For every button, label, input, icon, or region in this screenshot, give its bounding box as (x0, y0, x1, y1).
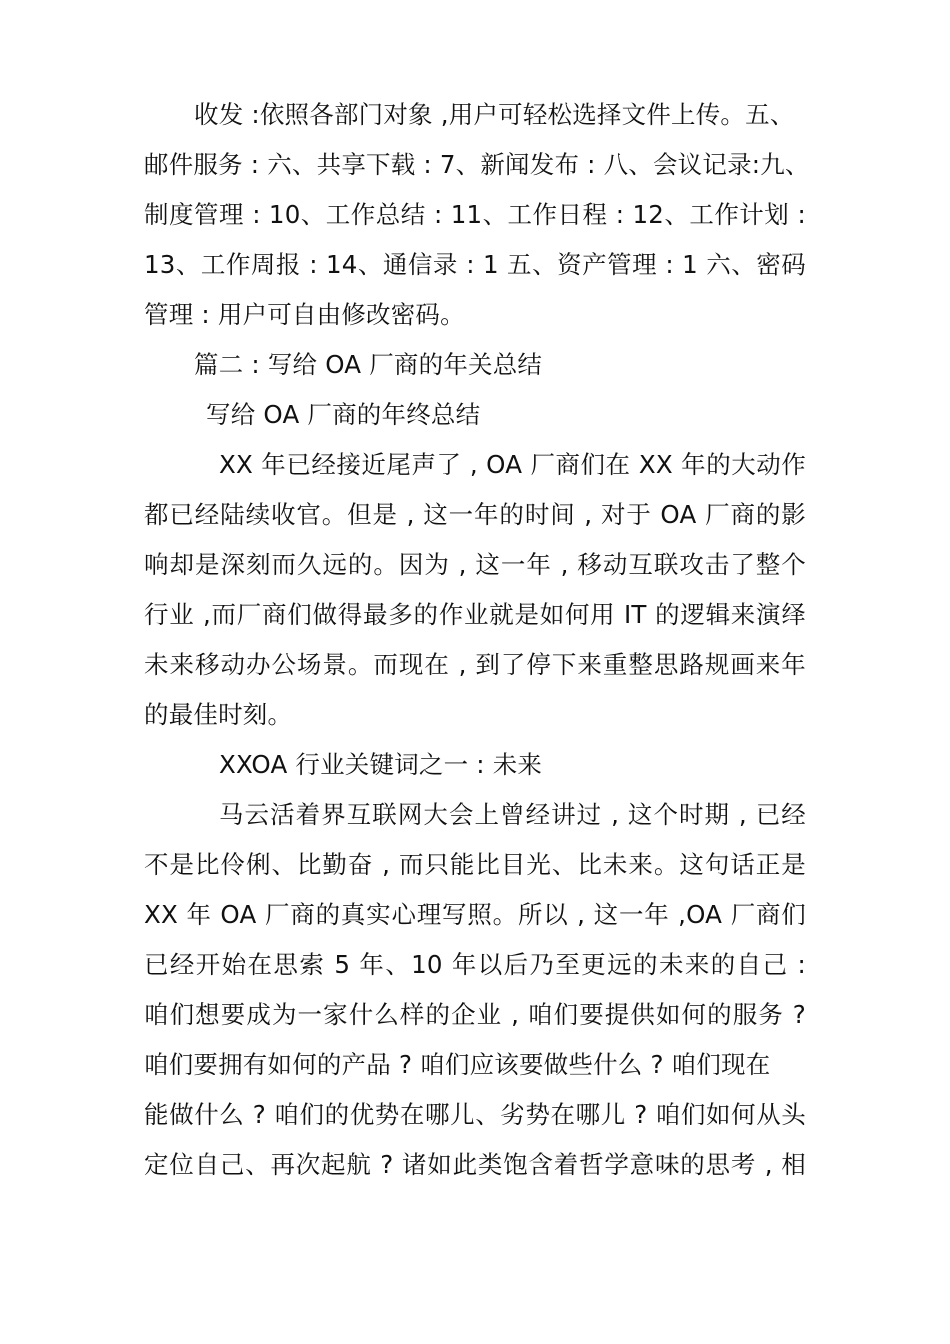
text-line: 都已经陆续收官。但是 , 这一年的时间 , 对于 OA 厂商的影 (144, 500, 806, 529)
text-line: 邮件服务 : 六、共享下载 : 7、新闻发布 : 八、会议记录:九、 (144, 150, 810, 179)
text-line: 的最佳时刻。 (144, 700, 293, 729)
section-heading: 篇二 : 写给 OA 厂商的年关总结 (194, 350, 543, 379)
text-line: 咱们要拥有如何的产品 ? 咱们应该要做些什么 ? 咱们现在 (144, 1050, 771, 1079)
text-line: 马云活着界互联网大会上曾经讲过 , 这个时期 , 已经 (219, 800, 806, 829)
text-line: 管理 : 用户可自由修改密码。 (144, 300, 465, 329)
text-line: 未来移动办公场景。而现在 , 到了停下来重整思路规画来年 (144, 650, 806, 679)
article-title: 写给 OA 厂商的年终总结 (206, 400, 481, 429)
keyword-heading: XXOA 行业关键词之一 : 未来 (219, 750, 543, 779)
text-line: 收发 :依照各部门对象 ,用户可轻松选择文件上传。五、 (194, 100, 795, 129)
text-line: 能做什么 ? 咱们的优势在哪儿、劣势在哪儿 ? 咱们如何从头 (144, 1100, 806, 1129)
text-line: XX 年 OA 厂商的真实心理写照。所以 , 这一年 ,OA 厂商们 (144, 900, 806, 929)
text-line: 不是比伶俐、比勤奋 , 而只能比目光、比未来。这句话正是 (144, 850, 806, 879)
text-line: 咱们想要成为一家什么样的企业 , 咱们要提供如何的服务 ? (144, 1000, 806, 1029)
text-line: XX 年已经接近尾声了 , OA 厂商们在 XX 年的大动作 (219, 450, 806, 479)
text-line: 已经开始在思索 5 年、10 年以后乃至更远的未来的自己 : (144, 950, 806, 979)
text-line: 13、工作周报 : 14、通信录 : 1 五、资产管理 : 1 六、密码 (144, 250, 806, 279)
text-line: 制度管理 : 10、工作总结 : 11、工作日程 : 12、工作计划 : (144, 200, 806, 229)
text-line: 定位自己、再次起航 ? 诸如此类饱含着哲学意味的思考 , 相 (144, 1150, 806, 1179)
text-line: 行业 ,而厂商们做得最多的作业就是如何用 IT 的逻辑来演绎 (144, 600, 806, 629)
text-line: 响却是深刻而久远的。因为 , 这一年 , 移动互联攻击了整个 (144, 550, 806, 579)
